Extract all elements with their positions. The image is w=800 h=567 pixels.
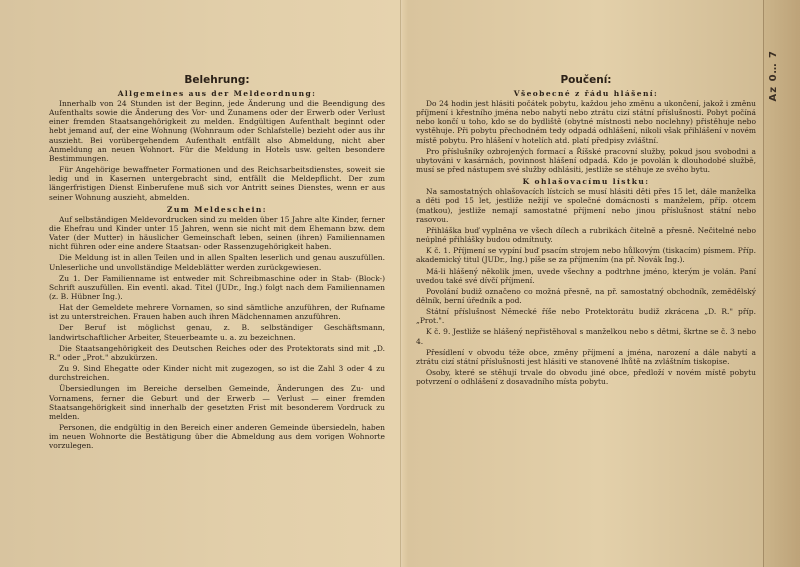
- right-paragraph: Do 24 hodin jest hlásiti počátek pobytu, každou jeho změnu a ukončení, jakož i změnu příjmení i křestního jména nebo nabytí nebo ztrátu cizí státní příslušnosti. Pobyt počíná nebo končí u toho, kdo se do bydliště (obytné místnosti nebo noclehny) přistěhuje nebo vystěhuje. Při pobytu přechodném tedy odpadá odhlášení, nikoli však přihlášení v novém místě pobytu. Pro hlášení v hotelích atd. platí předpisy zvláštní.: [416, 99, 756, 145]
- right-heading-1: Všeobecné z řádu hlášení:: [513, 89, 659, 98]
- left-paragraph: Die Staatsangehörigkeit des Deutschen Reiches oder des Protektorats sind mit „D. R." oder „Prot." abzukürzen.: [49, 343, 385, 362]
- left-paragraph: Zu 1. Der Familienname ist entweder mit Schreibmaschine oder in Stab- (Block-) Schrift auszufüllen. Ein eventl. akad. Titel (JUDr., Ing.) folgt nach dem Familiennamen (z. B. Hübner Ing.).: [49, 273, 385, 301]
- left-paragraph: Für Angehörige bewaffneter Formationen und des Reichsarbeitsdienstes, soweit sie ledig und in Kasernen untergebracht sind, entfällt die Meldepflicht. Der zum längerfristigen Dienst Einberufene muß sich vor Antritt seines Dienstes, wenn er aus seiner Wohnung auszieht, abmelden.: [49, 165, 385, 202]
- left-paragraph: Innerhalb von 24 Stunden ist der Beginn, jede Änderung und die Beendigung des Aufenthalts sowie die Änderung des Vor- und Zunamens oder der Erwerb oder Verlust einer fremden Staatsangehörigkeit zu melden. Endgültigen Aufenthalt beginnt oder hebt jemand auf, der eine Wohnung (Wohnraum oder Schlafstelle) bezieht oder aus ihr auszieht. Bei vorübergehendem Aufenthalt entfällt also Abmeldung, nicht aber Anmeldung an neuen Wohnort. Für die Meldung in Hotels usw. gelten besondere Bestimmungen.: [49, 99, 385, 163]
- right-heading-2: K ohlašovacímu lístku:: [522, 177, 650, 187]
- right-paragraph: K č. 9. Jestliže se hlášený nepřistěhoval s manželkou nebo s dětmi, škrtne se č. 3 nebo 4.: [416, 327, 756, 346]
- left-paragraph: Der Beruf ist möglichst genau, z. B. selbständiger Geschäftsmann, landwirtschaftlicher Arbeiter, Steuerbeamte u. a. zu bezeichnen.: [49, 323, 385, 342]
- right-paragraph: Má-li hlášený několik jmen, uvede všechny a podtrhne jméno, kterým je volán. Paní uvedou také své dívčí příjmení.: [416, 266, 756, 285]
- right-paragraph: Přihláška buď vyplněna ve všech dílech a rubrikách čitelně a přesně. Nečitelné nebo neúplné přihlášky budou odmítnuty.: [416, 225, 756, 245]
- left-paragraph: Auf selbständigen Meldevordrucken sind zu melden über 15 Jahre alte Kinder, ferner die Ehefrau und Kinder unter 15 Jahren, wenn sie nicht mit dem Ehemann bzw. dem Vater (der Mutter) in häuslicher Gemeinschaft leben, seinen (ihren) Familiennamen nicht führen oder eine andere Staatsan- oder Rassenzugehörigkeit haben.: [49, 214, 385, 252]
- overlapping-page-edge: [763, 0, 800, 567]
- left-paragraph: Zu 9. Sind Ehegatte oder Kinder nicht mit zugezogen, so ist die Zahl 3 oder 4 zu durchstreichen.: [49, 364, 385, 383]
- right-paragraph: Na samostatných ohlašovacích lístcích se musí hlásiti děti přes 15 let, dále manželka a děti pod 15 let, jestliže nežijí ve společné domácnosti s manželem, příp. otcem (matkou), jestliže nemají samostatné příjmení nebo jinou příslušnost státní nebo rasovou.: [416, 187, 756, 224]
- left-column-german: [49, 74, 385, 452]
- center-fold: [400, 0, 402, 567]
- right-paragraph: Osoby, které se stěhují trvale do obvodu jiné obce, předloží v novém místě pobytu potvrzení o odhlášení z dosavadního místa pobytu.: [416, 368, 756, 387]
- left-paragraph: Übersiedlungen im Bereiche derselben Gemeinde, Änderungen des Zu- und Vornamens, ferner die Geburt und der Erwerb — Verlust — einer fremden Staatsangehörigkeit sind innerhalb der gesetzten Frist mit besonderem Vordruck zu melden.: [49, 384, 385, 421]
- right-title: Poučení:: [560, 74, 612, 86]
- corner-mark: Az 0… 7: [768, 50, 779, 102]
- left-heading-1: Allgemeines aus der Meldeordnung:: [117, 89, 317, 98]
- right-paragraph: Přesídlení v obvodu téže obce, změny příjmení a jména, narození a dále nabytí a ztrátu cizí státní příslušnosti jest hlásiti ve stanovené lhůtě na zvláštním tiskopise.: [416, 347, 756, 366]
- right-paragraph: Pro příslušníky ozbrojených formací a Říšské pracovní služby, pokud jsou svobodni a ubytováni v kasárnách, povinnost hlášení odpadá. Kdo je povolán k dlouhodobé službě, musí se před nástupem své služby odhlásiti, jestliže se stěhuje ze svého bytu.: [416, 146, 756, 175]
- left-paragraph: Personen, die endgültig in den Bereich einer anderen Gemeinde übersiedeln, haben im neuen Wohnorte die Bestätigung über die Abmeldung aus dem vorigen Wohnorte vorzulegen.: [49, 423, 385, 451]
- left-heading-2: Zum Meldeschein:: [167, 204, 267, 214]
- right-paragraph: K č. 1. Příjmení se vypíní buď psacím strojem nebo hůlkovým (tiskacím) písmem. Příp. akademický titul (JUDr., Ing.) píše se za příjmením (na př. Novák Ing.).: [416, 246, 756, 265]
- right-column-czech: [416, 74, 756, 388]
- left-paragraph: Die Meldung ist in allen Teilen und in allen Spalten leserlich und genau auszufüllen. Unleserliche und unvollständige Meldeblätter werden zurückgewiesen.: [49, 253, 385, 272]
- left-paragraph: Hat der Gemeldete mehrere Vornamen, so sind sämtliche anzuführen, der Rufname ist zu unterstreichen. Frauen haben auch ihren Mädchennamen anzuführen.: [49, 303, 385, 322]
- right-paragraph: Povolání budiž označeno co možná přesně, na př. samostatný obchodník, zemědělský dělník, berní úředník a pod.: [416, 286, 756, 305]
- right-paragraph: Státní příslušnost Německé říše nebo Protektorátu budiž zkrácena „D. R." příp. „Prot.".: [416, 307, 756, 326]
- left-title: Belehrung:: [184, 74, 250, 86]
